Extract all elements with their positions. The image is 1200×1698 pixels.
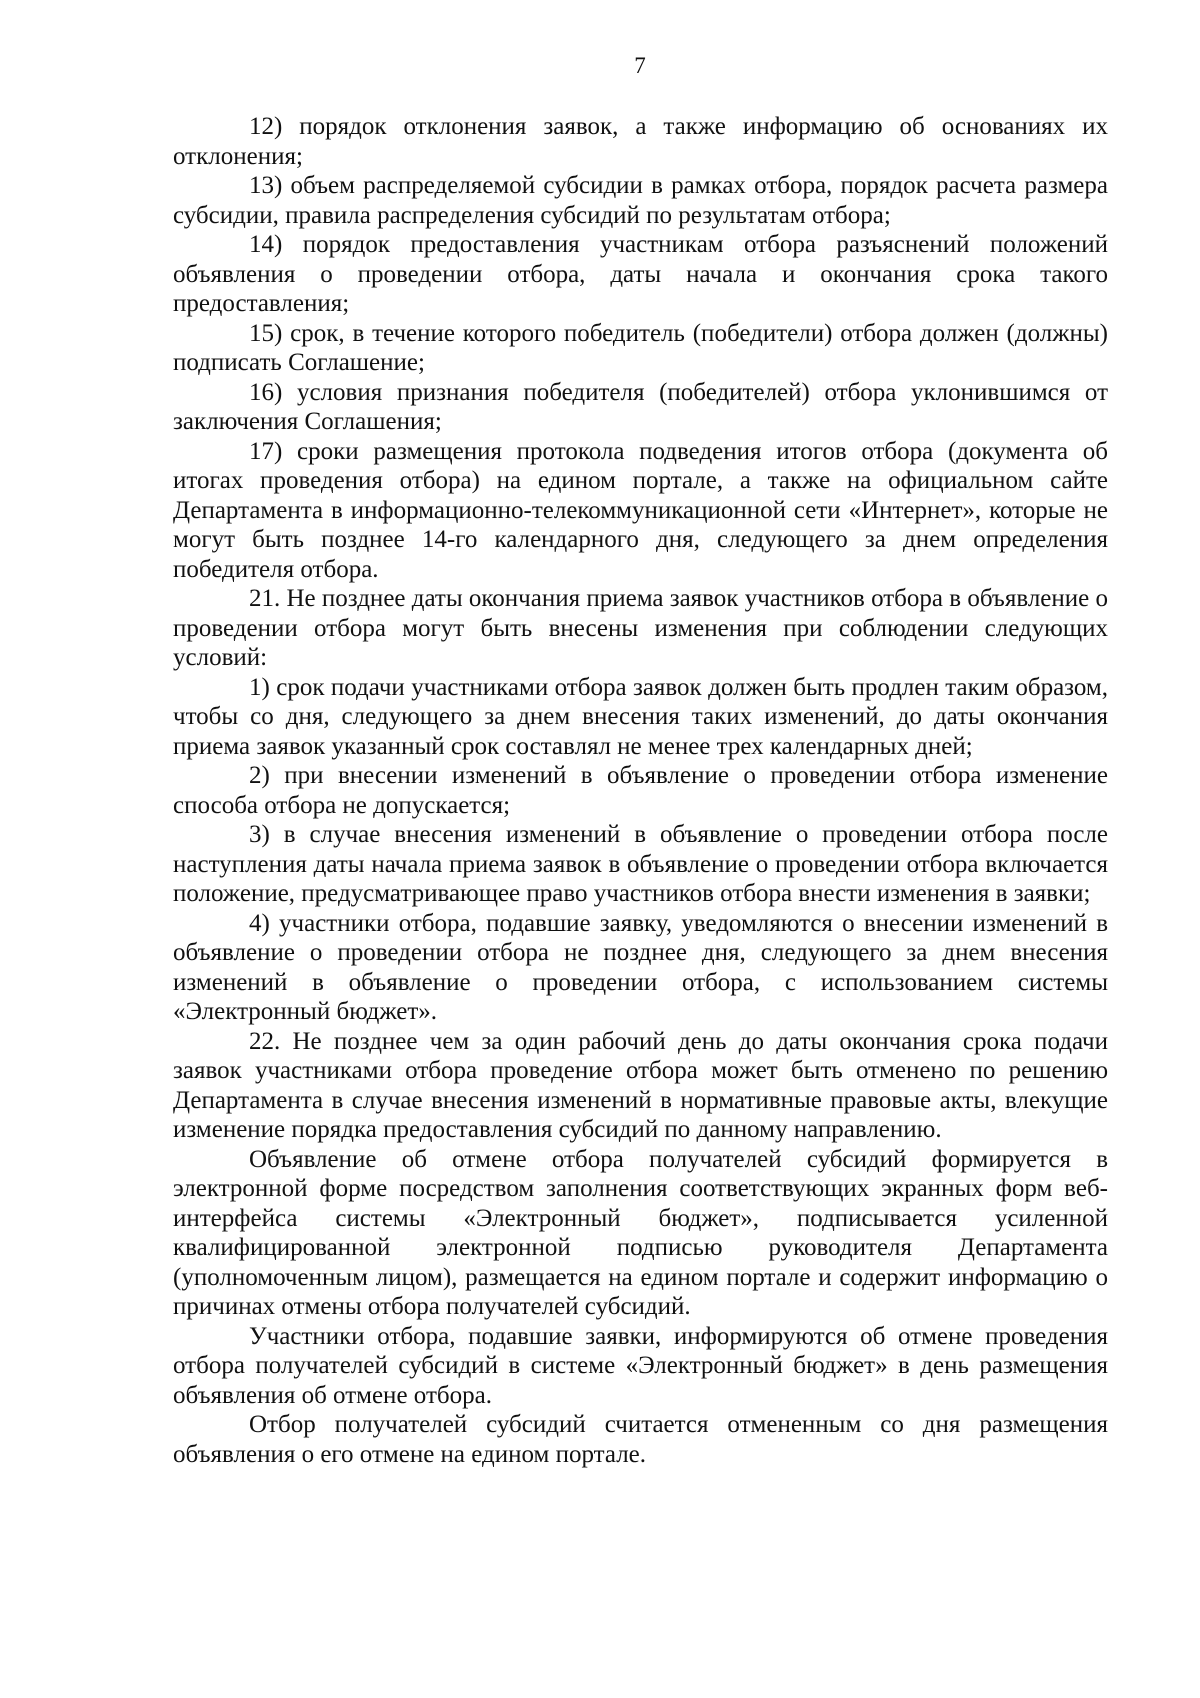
document-body (173, 112, 1108, 1469)
paragraph-condition-4: 4) участники отбора, подавшие заявку, уведомляются о внесении изменений в объявление о проведении отбора не позднее дня, следующего за днем внесения изменений в объявление о проведении отбора, с использованием системы «Электронный бюджет». (173, 909, 1108, 1025)
paragraph-section-21: 21. Не позднее даты окончания приема заявок участников отбора в объявление о проведении отбора могут быть внесены изменения при соблюдении следующих условий: (173, 585, 1108, 671)
paragraph-item-15: 15) срок, в течение которого победитель (победители) отбора должен (должны) подписать Соглашение; (173, 319, 1108, 376)
paragraph-condition-1: 1) срок подачи участниками отбора заявок должен быть продлен таким образом, чтобы со дня, следующего за днем внесения таких изменений, до даты окончания приема заявок указанный срок составлял не менее трех календарных дней; (173, 673, 1108, 760)
paragraph-item-14: 14) порядок предоставления участникам отбора разъяснений положений объявления о проведении отбора, даты начала и окончания срока такого предоставления; (173, 231, 1108, 317)
paragraph-selection-cancelled: Отбор получателей субсидий считается отмененным со дня размещения объявления о его отмене на едином портале. (173, 1411, 1108, 1468)
paragraph-condition-2: 2) при внесении изменений в объявление о проведении отбора изменение способа отбора не допускается; (173, 762, 1108, 819)
paragraph-item-12: 12) порядок отклонения заявок, а также информацию об основаниях их отклонения; (173, 113, 1108, 170)
paragraph-participants-informed: Участники отбора, подавшие заявки, информируются об отмене проведения отбора получателей субсидий в системе «Электронный бюджет» в день размещения объявления об отмене отбора. (173, 1322, 1108, 1409)
paragraph-section-22: 22. Не позднее чем за один рабочий день до даты окончания срока подачи заявок участниками отбора проведение отбора может быть отменено по решению Департамента в случае внесения изменений в нормативные правовые акты, влекущие изменение порядка предоставления субсидий по данному направлению. (173, 1027, 1108, 1143)
paragraph-item-13: 13) объем распределяемой субсидии в рамках отбора, порядок расчета размера субсидии, правила распределения субсидий по результатам отбора; (173, 172, 1108, 229)
paragraph-item-17: 17) сроки размещения протокола подведения итогов отбора (документа об итогах проведения отбора) на едином портале, а также на официальном сайте Департамента в информационно-телекоммуникационной сети «Интернет», которые не могут быть позднее 14-го календарного дня, следующего за днем определения победителя отбора. (173, 437, 1108, 583)
page-number: 7 (634, 53, 646, 78)
paragraph-cancellation-notice: Объявление об отмене отбора получателей субсидий формируется в электронной форме посредством заполнения соответствующих экранных форм веб-интерфейса системы «Электронный бюджет», подписывается усиленной квалифицированной электронной подписью руководителя Департамента (уполномоченным лицом), размещается на едином портале и содержит информацию о причинах отмены отбора получателей субсидий. (173, 1145, 1108, 1320)
paragraph-condition-3: 3) в случае внесения изменений в объявление о проведении отбора после наступления даты начала приема заявок в объявление о проведении отбора включается положение, предусматривающее право участников отбора внести изменения в заявки; (173, 821, 1108, 907)
paragraph-item-16: 16) условия признания победителя (победителей) отбора уклонившимся от заключения Соглашения; (173, 378, 1108, 435)
